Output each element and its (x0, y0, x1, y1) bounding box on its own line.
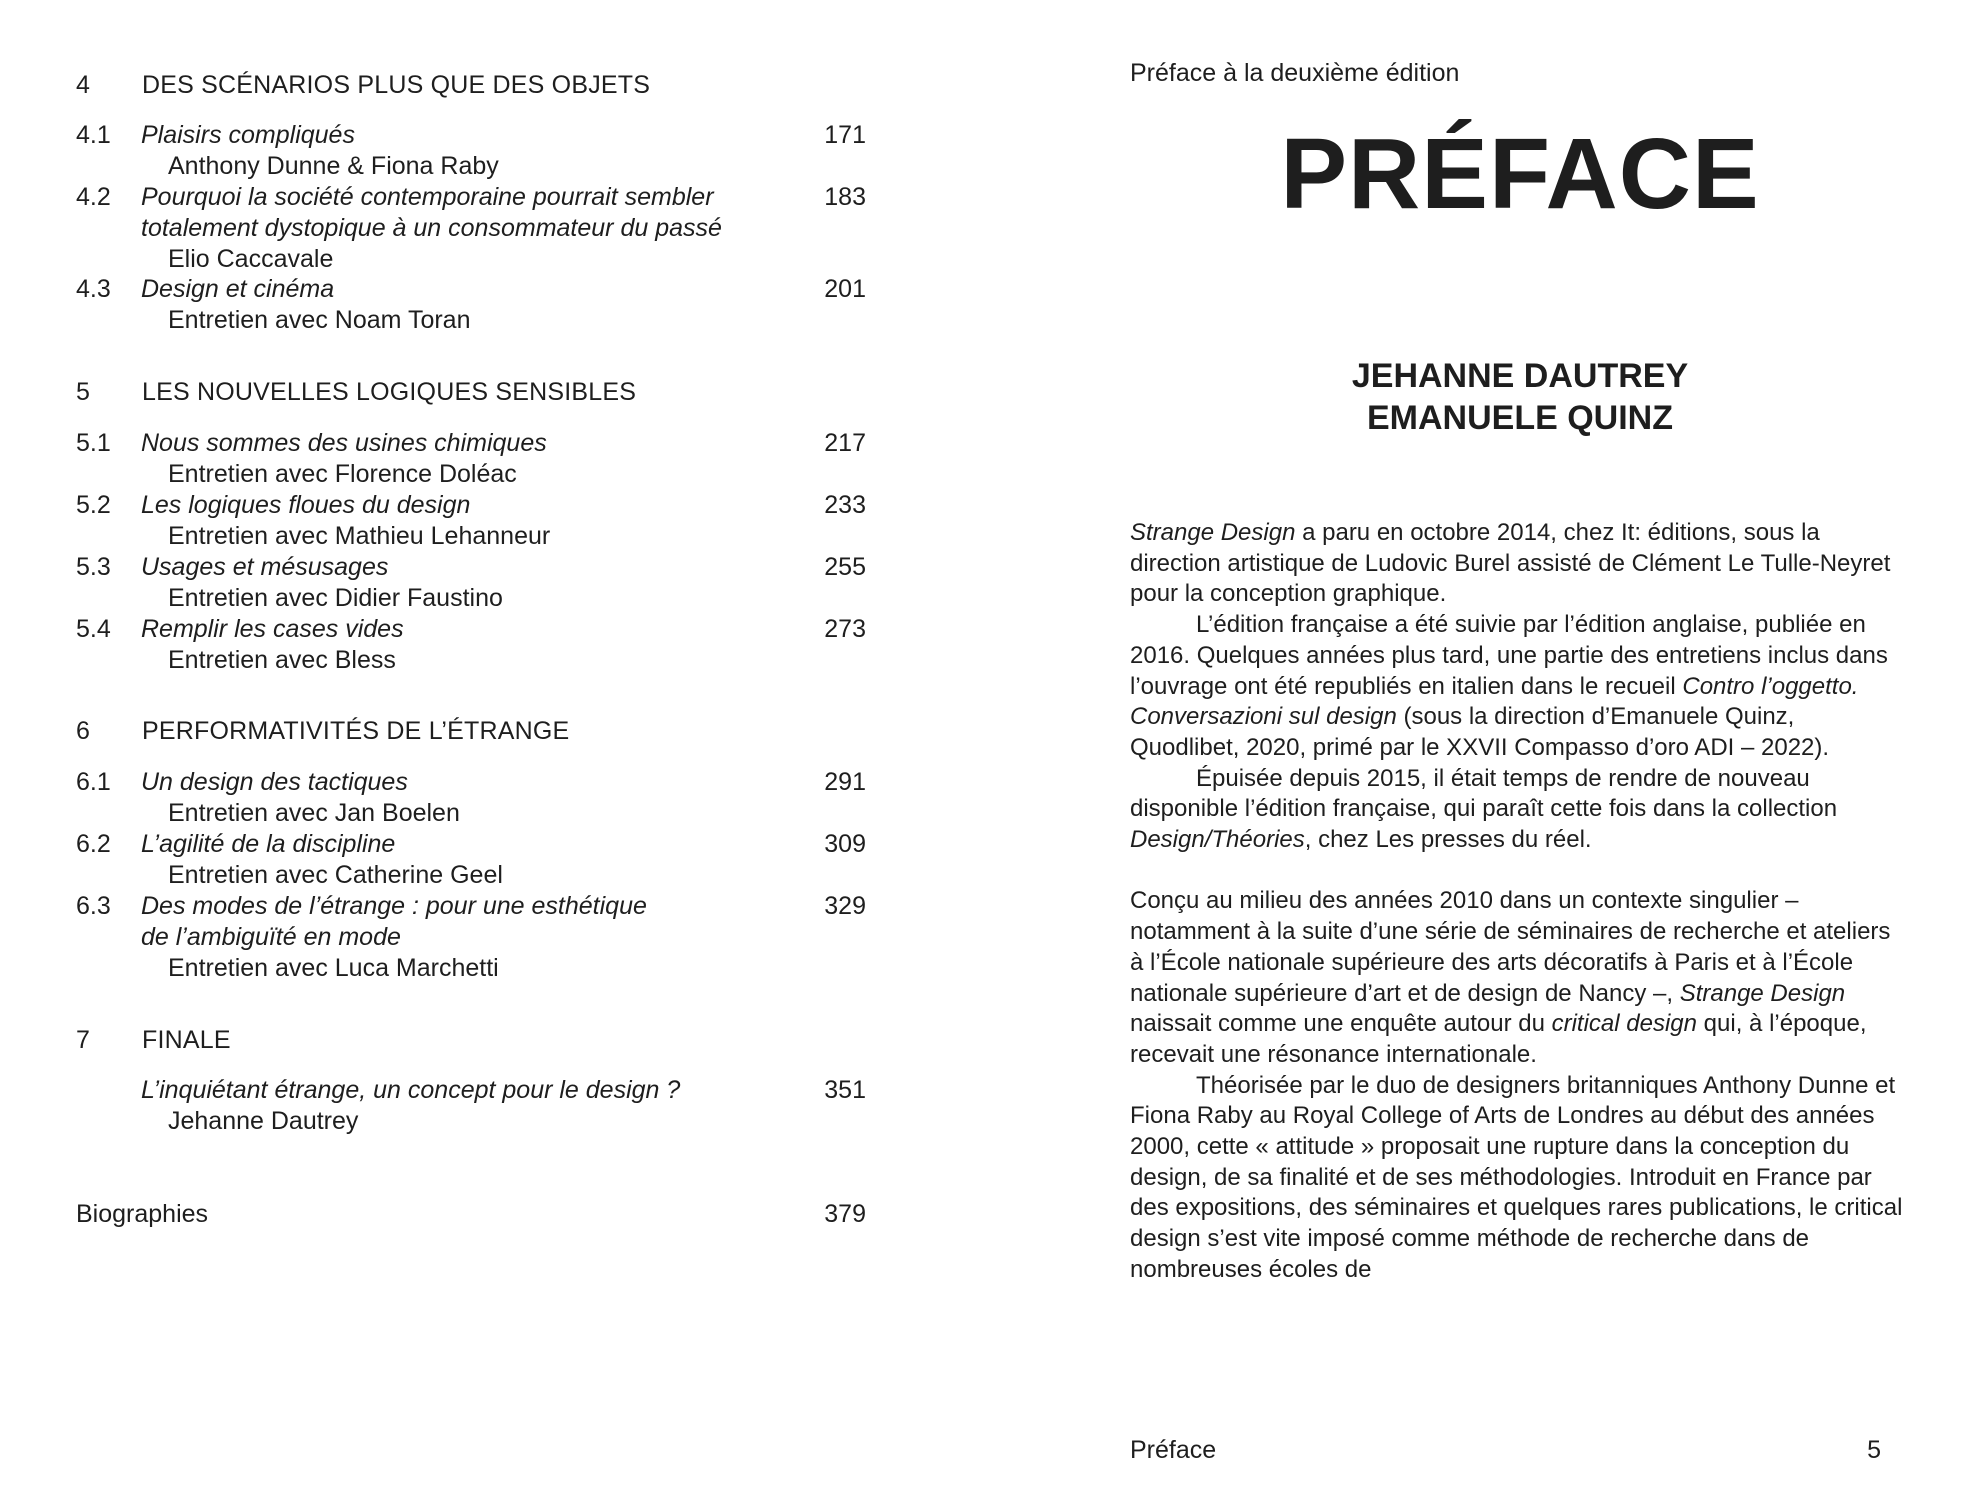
entry-number: 5.3 (76, 553, 111, 581)
page-number: 5 (1867, 1436, 1881, 1464)
entry-page: 255 (824, 553, 866, 581)
entry-author: Elio Caccavale (168, 245, 334, 273)
paragraph-text: L’édition française a été suivie par l’édition anglaise, publiée en 2016. Quelques années plus tard, une partie des entretiens inclus dans l’ouvrage ont été republiés en italien dans le recueil (1130, 611, 1888, 700)
entry-number: 4.1 (76, 121, 111, 149)
section-number: 5 (76, 378, 90, 406)
entry-page: 201 (824, 275, 866, 303)
toc-biographies[interactable] (76, 1199, 866, 1229)
biographies-page: 379 (824, 1200, 866, 1228)
entry-page: 309 (824, 830, 866, 858)
author-name: JEHANNE DAUTREY (1351, 357, 1689, 395)
entry-author: Jehanne Dautrey (168, 1107, 359, 1135)
entry-title: Les logiques floues du design (141, 491, 471, 519)
entry-author: Anthony Dunne & Fiona Raby (168, 152, 499, 180)
section-number: 7 (76, 1026, 90, 1054)
entry-number: 4.2 (76, 183, 111, 211)
entry-page: 351 (824, 1076, 866, 1104)
section-title: DES SCÉNARIOS PLUS QUE DES OBJETS (142, 71, 651, 99)
entry-title: Nous sommes des usines chimiques (141, 429, 547, 457)
body-paragraph (1130, 886, 1910, 1070)
entry-author: Entretien avec Catherine Geel (168, 861, 503, 889)
paragraph-text: , chez Les presses du réel. (1304, 826, 1592, 854)
entry-number: 5.1 (76, 429, 111, 457)
entry-author: Entretien avec Noam Toran (168, 306, 471, 334)
section-title: LES NOUVELLES LOGIQUES SENSIBLES (142, 378, 637, 406)
entry-page: 291 (824, 768, 866, 796)
italic-term: critical design (1551, 1010, 1698, 1038)
entry-page: 329 (824, 892, 866, 920)
entry-title: Des modes de l’étrange : pour une esthétique de l’ambiguïté en mode (141, 892, 647, 951)
italic-title: Strange Design (1679, 979, 1846, 1007)
paragraph-text: Théorisée par le duo de designers britanniques Anthony Dunne et Fiona Raby au Royal College of Arts de Londres au début des années 2000, cette « attitude » proposait une rupture dans la conception du design, de sa finalité et de ses méthodologies. Introduit en France par des expositions, des séminaires et quelques rares publications, le critical design s’est vite imposé comme méthode de recherche dans de nombreuses écoles de (1130, 1071, 1903, 1283)
italic-title: Contro l’oggetto. Conversazioni sul design (1130, 672, 1859, 731)
running-head: Préface à la deuxième édition (1130, 59, 1460, 87)
entry-title: L’agilité de la discipline (141, 830, 396, 858)
paragraph-text: qui, à l’époque, recevait une résonance internationale. (1130, 1010, 1867, 1068)
paragraph-text: a paru en octobre 2014, chez It: éditions, sous la direction artistique de Ludovic Burel assisté de Clément Le Tulle-Neyret pour la conception graphique. (1130, 519, 1891, 608)
biographies-label: Biographies (76, 1200, 209, 1228)
italic-title: Strange Design (1130, 519, 1296, 546)
entry-author: Entretien avec Jan Boelen (168, 799, 460, 827)
entry-title: Remplir les cases vides (141, 615, 404, 643)
entry-page: 233 (824, 491, 866, 519)
entry-author: Entretien avec Mathieu Lehanneur (168, 522, 551, 550)
italic-title: Design/Théories (1130, 826, 1305, 854)
section-title: PERFORMATIVITÉS DE L’ÉTRANGE (142, 717, 570, 745)
body-paragraph (1130, 518, 1910, 610)
paragraph-text: naissait comme une enquête autour du (1130, 1010, 1552, 1038)
author-name: EMANUELE QUINZ (1367, 399, 1673, 437)
section-number: 6 (76, 717, 90, 745)
entry-title: Usages et mésusages (141, 553, 389, 581)
entry-page: 273 (824, 615, 866, 643)
entry-author: Entretien avec Luca Marchetti (168, 954, 499, 982)
preface-body (1130, 518, 1910, 1286)
entry-number: 6.3 (76, 892, 111, 920)
entry-number: 5.2 (76, 491, 111, 519)
section-title: FINALE (142, 1026, 231, 1054)
entry-number: 4.3 (76, 275, 111, 303)
page-title: PRÉFACE (1280, 118, 1760, 230)
entry-author: Entretien avec Florence Doléac (168, 460, 517, 488)
paragraph-text: Épuisée depuis 2015, il était temps de rendre de nouveau disponible l’édition française, qui paraît cette fois dans la collection (1130, 764, 1838, 823)
section-number: 4 (76, 71, 90, 99)
entry-title: L’inquiétant étrange, un concept pour le design ? (141, 1076, 681, 1104)
entry-page: 171 (824, 121, 866, 149)
entry-title: Plaisirs compliqués (141, 121, 355, 149)
preface-page (1130, 0, 1910, 1496)
paragraph-text: Conçu au milieu des années 2010 dans un contexte singulier – notamment à la suite d’une série de séminaires de recherche et ateliers à l’École nationale supérieure des arts décoratifs à Paris et à l’École nationale supérieure d’art et de design de Nancy –, (1130, 887, 1891, 1007)
entry-author: Entretien avec Bless (168, 646, 396, 674)
body-paragraph (1130, 1071, 1910, 1286)
body-paragraph (1130, 610, 1910, 764)
preface-authors (1130, 355, 1910, 439)
paragraph-text: (sous la direction d’Emanuele Quinz, Quodlibet, 2020, primé par le XXVII Compasso d’oro ADI – 2022). (1130, 703, 1830, 761)
entry-title: Design et cinéma (141, 275, 335, 303)
body-paragraph (1130, 764, 1910, 856)
entry-number: 5.4 (76, 615, 111, 643)
entry-title: Un design des tactiques (141, 768, 408, 796)
entry-page: 217 (824, 429, 866, 457)
entry-number: 6.2 (76, 830, 111, 858)
entry-title: Pourquoi la société contemporaine pourrait sembler totalement dystopique à un consommateur du passé (141, 183, 722, 242)
entry-number: 6.1 (76, 768, 111, 796)
footer-running-title: Préface (1130, 1436, 1217, 1464)
entry-page: 183 (824, 183, 866, 211)
entry-author: Entretien avec Didier Faustino (168, 584, 503, 612)
